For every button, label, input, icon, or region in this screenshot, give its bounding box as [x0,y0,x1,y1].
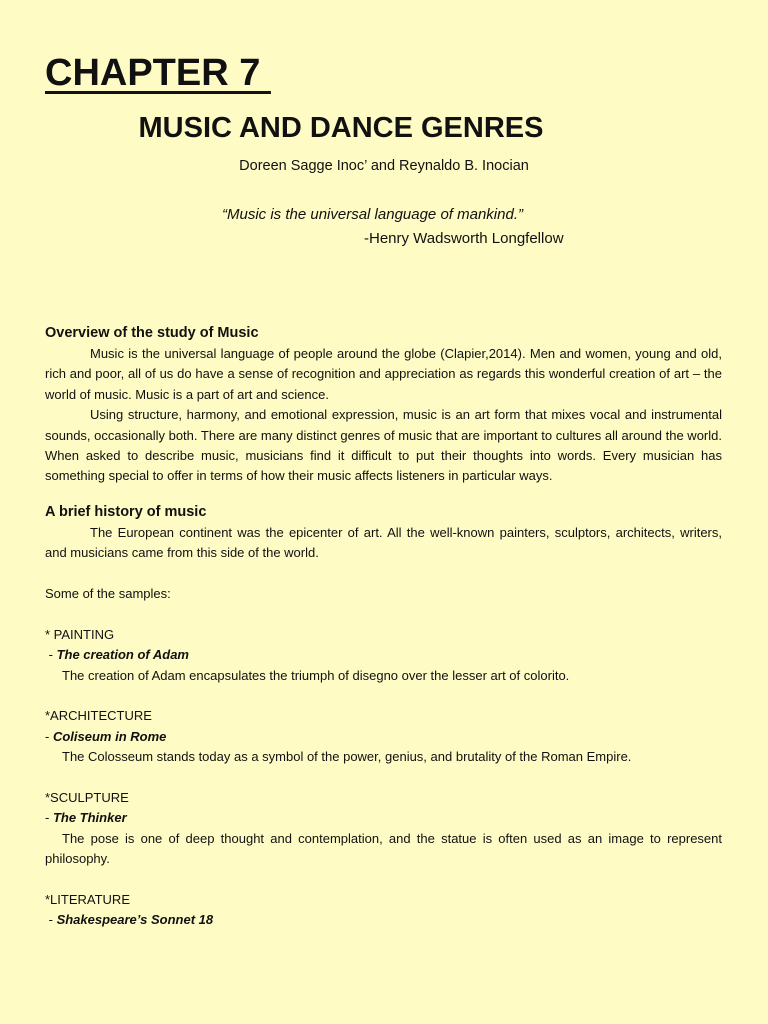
authors-line: Doreen Sagge Inoc’ and Reynaldo B. Inocian [239,158,529,174]
sample-architecture [45,706,722,767]
sample-work-line [45,808,722,828]
overview-paragraph-1: Music is the universal language of people around the globe (Clapier,2014). Men and women, young and old, rich and poor, all of us do have a sense of recognition and appreciation as regards this wonderful creation of art – the world of music. Music is a part of art and science. [45,346,722,402]
sample-description: The Colosseum stands today as a symbol of the power, genius, and brutality of the Roman Empire. [62,749,632,765]
chapter-title: MUSIC AND DANCE GENRES [138,112,544,144]
sample-work-line [45,727,722,747]
sample-literature [45,890,722,931]
sample-dash: - [45,647,57,663]
sample-dash: - [45,810,53,826]
chapter-heading: CHAPTER 7 [45,52,271,94]
sample-dash: - [45,728,53,744]
history-paragraph: The European continent was the epicenter of art. All the well-known painters, sculptors, architects, writers, and musicians came from this side of the world. [45,524,722,561]
epigraph-quote: “Music is the universal language of mankind.” [222,206,523,223]
sample-category: * PAINTING [45,626,115,642]
sample-work-line [45,910,722,930]
sample-category: *LITERATURE [45,892,130,908]
sample-sculpture [45,788,722,870]
overview-paragraph-2: Using structure, harmony, and emotional expression, music is an art form that mixes vocal and instrumental sounds, occasionally both. There are many distinct genres of music that are important to cultures all around the world. When asked to describe music, musicians find it difficult to put their thoughts into words. Every musician has something special to offer in terms of how their music affects listeners in particular ways. [45,407,722,484]
sample-work-title: The creation of Adam [56,647,189,663]
sample-work-title: Coliseum in Rome [52,728,167,744]
sample-description: The creation of Adam encapsulates the triumph of disegno over the lesser art of colorito. [62,667,570,683]
sample-category: *SCULPTURE [45,790,129,806]
sample-work-line [45,645,722,665]
body-content [45,322,722,931]
sample-dash: - [45,912,57,928]
sample-description: The pose is one of deep thought and contemplation, and the statue is often used as an image to represent philosophy. [45,830,722,867]
overview-heading: Overview of the study of Music [45,325,259,341]
sample-painting [45,625,722,686]
sample-category: *ARCHITECTURE [45,708,152,724]
history-heading: A brief history of music [45,503,207,520]
samples-intro: Some of the samples: [45,586,171,602]
epigraph-attribution: -Henry Wadsworth Longfellow [364,230,564,247]
sample-work-title: The Thinker [52,810,127,826]
sample-work-title: Shakespeare’s Sonnet 18 [56,912,214,928]
